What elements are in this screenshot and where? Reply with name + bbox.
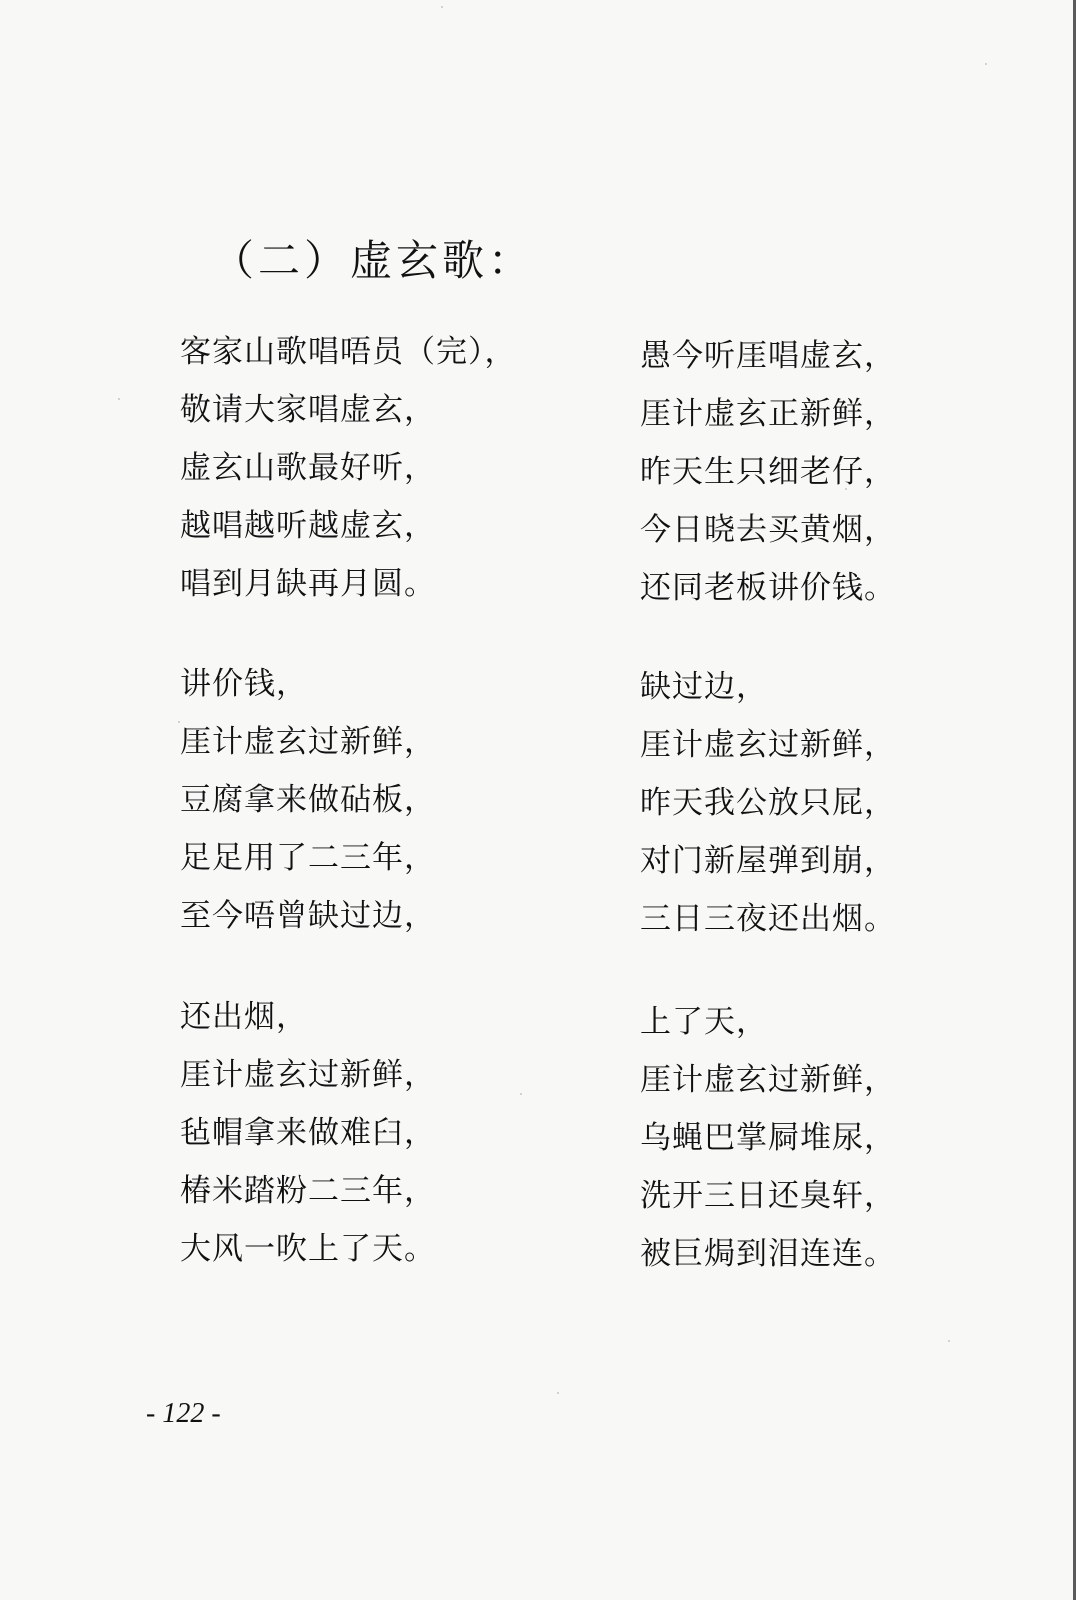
verse-line: 愚今听厓唱虚玄，: [640, 338, 896, 374]
verse-line: 上了天，: [640, 1004, 768, 1040]
verse-line: 被巨焗到泪连连。: [640, 1236, 896, 1272]
verse-line: 昨天我公放只屁，: [640, 785, 896, 821]
verse-line: 厓计虚玄过新鲜，: [180, 1057, 436, 1093]
paper-speck: [118, 398, 120, 400]
paper-speck: [985, 63, 987, 65]
verse-line: 厓计虚玄过新鲜，: [180, 724, 436, 760]
right-stanza-1: [640, 327, 896, 617]
verse-line: 唱到月缺再月圆。: [180, 566, 436, 602]
verse-line: 椿米踏粉二三年，: [180, 1173, 436, 1209]
verse-line: 虚玄山歌最好听，: [180, 450, 436, 486]
verse-line: 厓计虚玄过新鲜，: [640, 727, 896, 763]
verse-line: 豆腐拿来做砧板，: [180, 782, 436, 818]
verse-line: 三日三夜还出烟。: [640, 901, 896, 937]
verse-line: 缺过边，: [640, 669, 768, 705]
verse-line: 今日晓去买黄烟，: [640, 512, 896, 548]
verse-line: 对门新屋弹到崩，: [640, 843, 896, 879]
paper-speck: [520, 1093, 522, 1095]
page-number: - 122 -: [146, 1398, 221, 1429]
paper-speck: [441, 6, 443, 8]
verse-line: 洗开三日还臭轩，: [640, 1178, 896, 1214]
verse-line: 厓计虚玄正新鲜，: [640, 396, 896, 432]
right-stanza-2: [640, 658, 896, 948]
verse-line: 越唱越听越虚玄，: [180, 508, 436, 544]
verse-line: 足足用了二三年，: [180, 840, 436, 876]
right-stanza-3: [640, 993, 896, 1283]
song-title: （二）虚玄歌：: [212, 236, 535, 285]
verse-line: 厓计虚玄过新鲜，: [640, 1062, 896, 1098]
verse-line: 昨天生只细老仔，: [640, 454, 896, 490]
left-stanza-3: [180, 988, 436, 1278]
verse-line: 至今唔曾缺过边，: [180, 898, 436, 934]
verse-line: 讲价钱，: [180, 666, 308, 702]
verse-line: 还出烟，: [180, 999, 308, 1035]
left-stanza-1: [180, 323, 517, 613]
verse-line: 还同老板讲价钱。: [640, 570, 896, 606]
verse-line: 乌蝇巴掌屙堆尿，: [640, 1120, 896, 1156]
verse-line: 敬请大家唱虚玄，: [180, 392, 436, 428]
verse-line: 毡帽拿来做难臼，: [180, 1115, 436, 1151]
left-stanza-2: [180, 655, 436, 945]
paper-speck: [557, 1392, 559, 1394]
verse-line: 大风一吹上了天。: [180, 1231, 436, 1267]
paper-speck: [948, 1340, 950, 1342]
verse-line: 客家山歌唱唔员（完），: [180, 334, 517, 370]
